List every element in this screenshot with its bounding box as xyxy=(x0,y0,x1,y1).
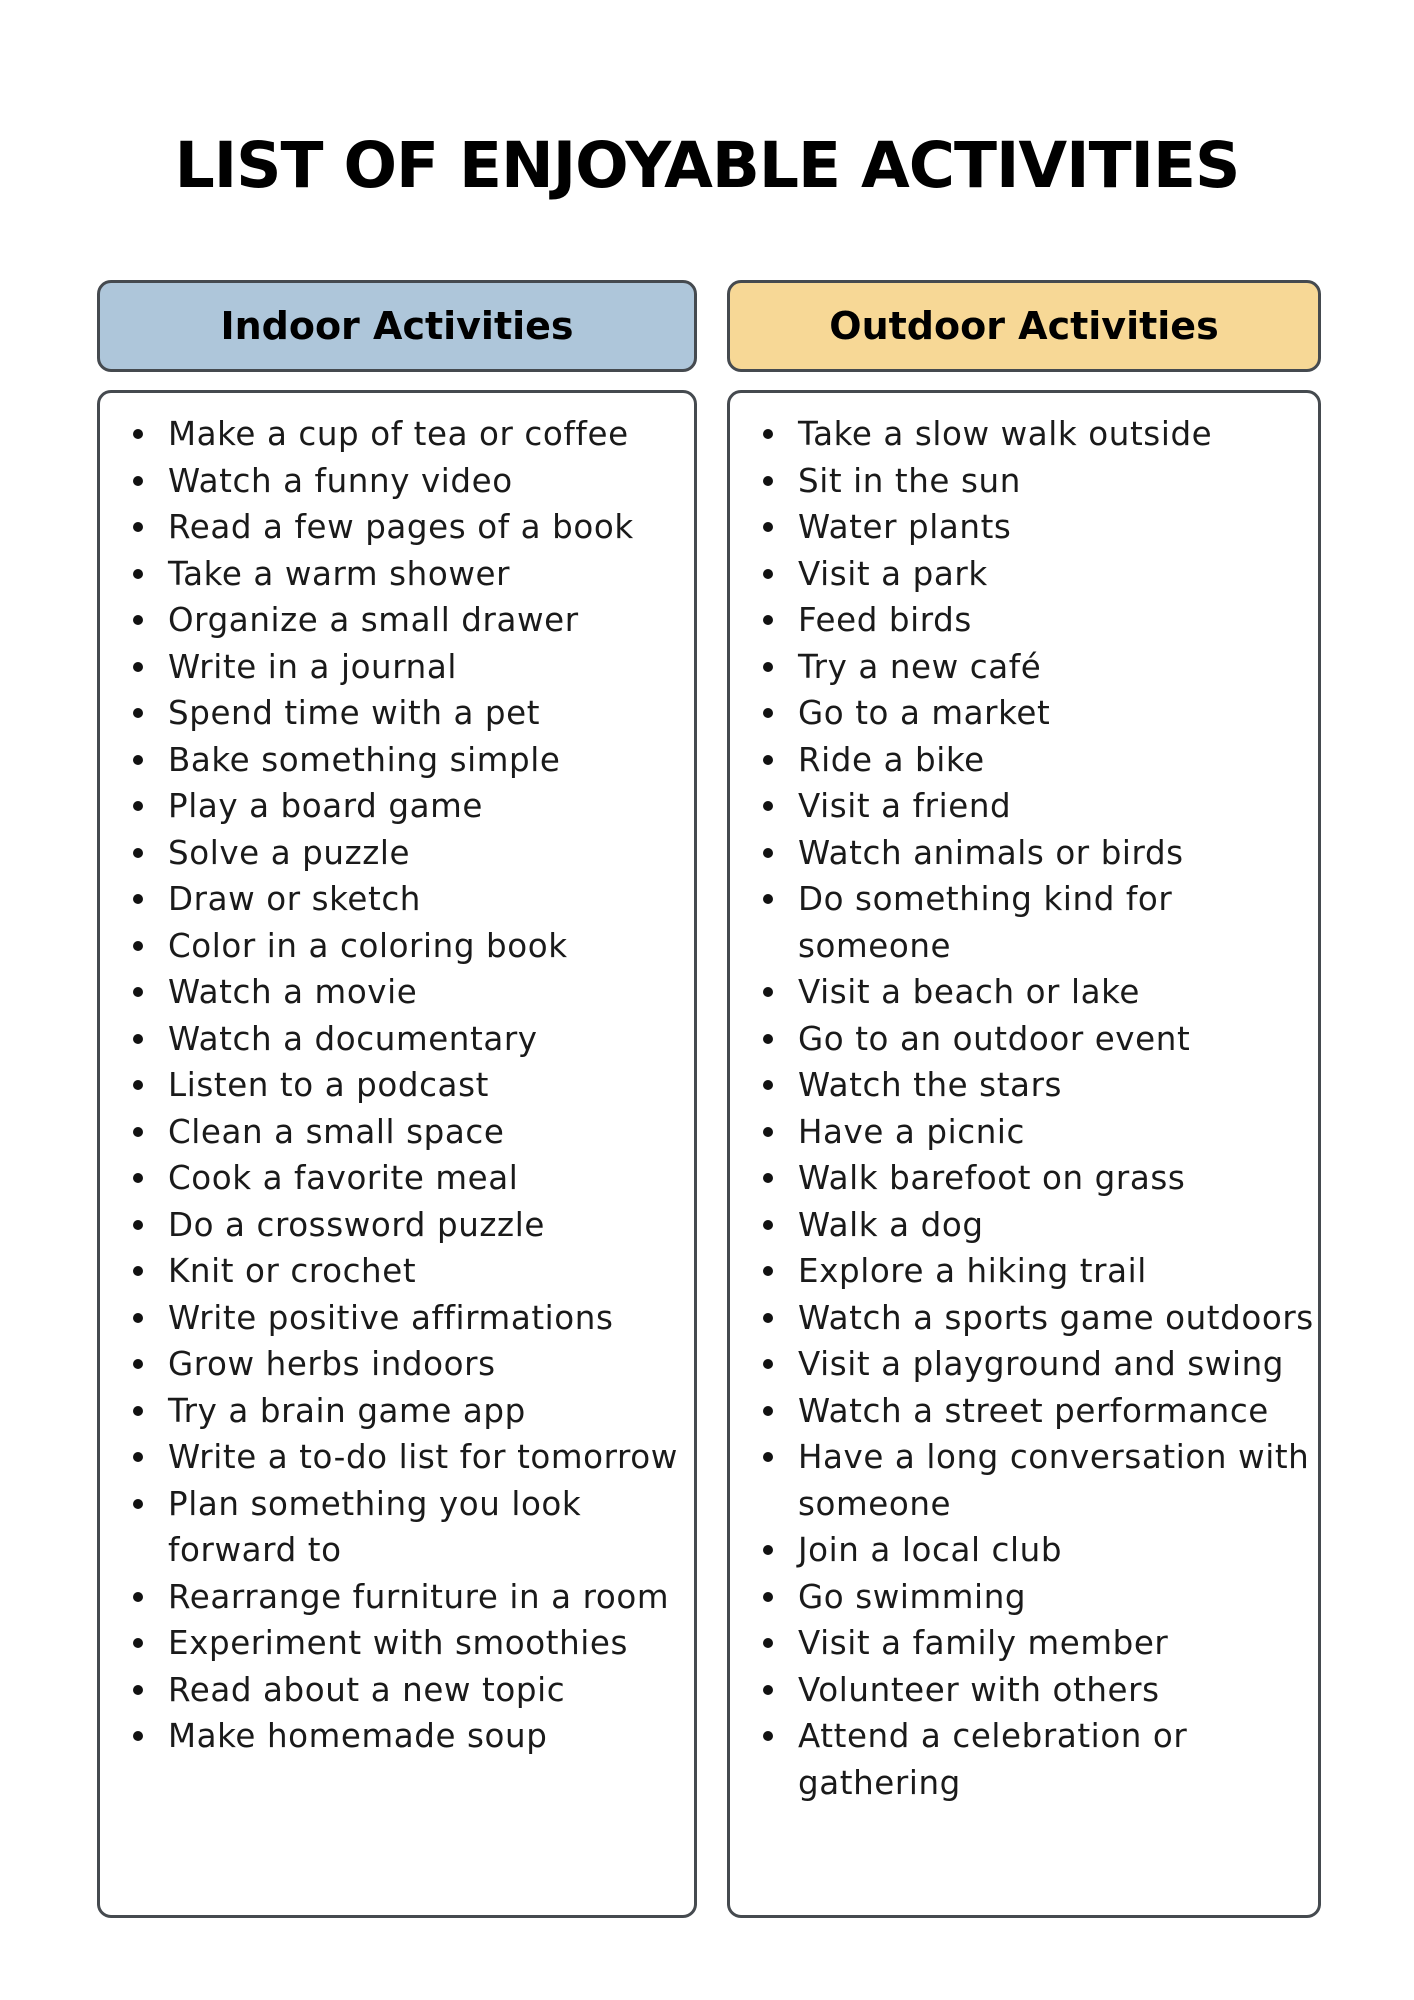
list-item-label: Watch a sports game outdoors xyxy=(798,1298,1314,1337)
list-item-label: Visit a playground and swing xyxy=(798,1345,1285,1383)
list-item xyxy=(100,597,694,644)
list-item-label: Watch animals or birds xyxy=(798,833,1184,872)
bullet-icon xyxy=(133,1266,143,1276)
list-item-label: Water plants xyxy=(798,508,1012,546)
bullet-icon xyxy=(763,1406,773,1416)
bullet-icon xyxy=(763,569,773,579)
bullet-icon xyxy=(133,662,143,672)
list-item-label: Do a crossword puzzle xyxy=(168,1205,545,1244)
bullet-icon xyxy=(763,1452,773,1462)
list-item-label: Have a picnic xyxy=(798,1112,1025,1151)
list-item-label: Solve a puzzle xyxy=(168,833,411,872)
list-item-label: Try a new café xyxy=(798,647,1042,686)
bullet-icon xyxy=(763,476,773,486)
list-item-label: Organize a small drawer xyxy=(168,601,579,639)
list-item-label: Try a brain game app xyxy=(168,1391,526,1430)
bullet-icon xyxy=(133,987,143,997)
list-item-label: Visit a beach or lake xyxy=(798,973,1140,1011)
list-item-label: Spend time with a pet xyxy=(168,694,541,732)
bullet-icon xyxy=(763,894,773,904)
list-item-label: Visit a friend xyxy=(798,787,1012,825)
bullet-icon xyxy=(763,755,773,765)
bullet-icon xyxy=(133,1731,143,1741)
list-item-label: Go to an outdoor event xyxy=(798,1019,1191,1058)
list-item xyxy=(100,1155,694,1202)
list-item xyxy=(100,1248,694,1295)
list-item xyxy=(730,1527,1318,1574)
list-item-label: Sit in the sun xyxy=(798,461,1021,500)
bullet-icon xyxy=(133,1685,143,1695)
list-item-label: Make a cup of tea or coffee xyxy=(168,415,629,453)
list-item xyxy=(730,1109,1318,1156)
bullet-icon xyxy=(763,1731,773,1741)
list-item xyxy=(730,690,1318,737)
list-item xyxy=(100,551,694,598)
list-item xyxy=(100,1713,694,1760)
bullet-icon xyxy=(763,708,773,718)
list-item-label: Watch a documentary xyxy=(168,1019,538,1058)
bullet-icon xyxy=(763,1359,773,1369)
list-item xyxy=(730,783,1318,830)
list-item-label: Bake something simple xyxy=(168,740,561,779)
list-item xyxy=(100,1620,694,1667)
list-item-label: Join a local club xyxy=(798,1531,1063,1569)
list-item xyxy=(100,1667,694,1714)
list-item xyxy=(730,876,1318,969)
list-item xyxy=(100,690,694,737)
bullet-icon xyxy=(133,1638,143,1648)
list-item xyxy=(730,597,1318,644)
list-item-label: Read about a new topic xyxy=(168,1670,566,1709)
bullet-icon xyxy=(133,708,143,718)
list-item xyxy=(730,1341,1318,1388)
list-item xyxy=(100,1434,694,1481)
bullet-icon xyxy=(763,1545,773,1555)
list-item-label: Have a long conversation with someone xyxy=(798,1438,1310,1523)
indoor-activities-list xyxy=(100,393,694,1760)
list-item-label: Walk barefoot on grass xyxy=(798,1159,1186,1197)
list-item-label: Read a few pages of a book xyxy=(168,508,634,546)
bullet-icon xyxy=(763,1685,773,1695)
list-item-label: Make homemade soup xyxy=(168,1717,548,1755)
list-item-label: Volunteer with others xyxy=(798,1670,1160,1709)
list-item xyxy=(730,1248,1318,1295)
bullet-icon xyxy=(763,662,773,672)
list-item xyxy=(100,1295,694,1342)
bullet-icon xyxy=(763,1592,773,1602)
list-item xyxy=(730,411,1318,458)
list-item-label: Grow herbs indoors xyxy=(168,1345,496,1383)
list-item-label: Listen to a podcast xyxy=(168,1066,489,1104)
list-item xyxy=(730,458,1318,505)
bullet-icon xyxy=(133,1452,143,1462)
list-item xyxy=(730,1667,1318,1714)
bullet-icon xyxy=(763,1266,773,1276)
list-item-label: Walk a dog xyxy=(798,1205,984,1244)
list-item-label: Explore a hiking trail xyxy=(798,1252,1147,1290)
outdoor-activities-list xyxy=(730,393,1318,1806)
list-item xyxy=(730,1202,1318,1249)
bullet-icon xyxy=(133,894,143,904)
list-item-label: Ride a bike xyxy=(798,740,985,779)
list-item-label: Clean a small space xyxy=(168,1112,505,1151)
list-item xyxy=(100,1109,694,1156)
bullet-icon xyxy=(133,1220,143,1230)
list-item xyxy=(730,737,1318,784)
list-item-label: Visit a park xyxy=(798,554,988,593)
list-item-label: Take a slow walk outside xyxy=(798,415,1213,453)
list-item xyxy=(100,969,694,1016)
list-item xyxy=(100,411,694,458)
list-item xyxy=(730,1155,1318,1202)
list-item xyxy=(100,876,694,923)
list-item-label: Rearrange furniture in a room xyxy=(168,1577,670,1616)
list-item xyxy=(730,1713,1318,1806)
list-item xyxy=(100,644,694,691)
list-item-label: Do something kind for someone xyxy=(798,880,1173,965)
list-item-label: Watch the stars xyxy=(798,1066,1063,1104)
list-item-label: Color in a coloring book xyxy=(168,926,568,965)
bullet-icon xyxy=(133,569,143,579)
list-item-label: Write in a journal xyxy=(168,647,457,686)
bullet-icon xyxy=(133,848,143,858)
bullet-icon xyxy=(133,476,143,486)
bullet-icon xyxy=(763,1127,773,1137)
list-item xyxy=(100,783,694,830)
bullet-icon xyxy=(763,522,773,532)
bullet-icon xyxy=(763,848,773,858)
list-item xyxy=(100,830,694,877)
list-item xyxy=(730,1620,1318,1667)
bullet-icon xyxy=(133,522,143,532)
bullet-icon xyxy=(133,1080,143,1090)
list-item xyxy=(100,923,694,970)
bullet-icon xyxy=(763,615,773,625)
list-item xyxy=(100,1481,694,1574)
outdoor-activities-panel xyxy=(727,390,1321,1918)
list-item-label: Write a to-do list for tomorrow xyxy=(168,1438,678,1476)
bullet-icon xyxy=(133,615,143,625)
list-item-label: Knit or crochet xyxy=(168,1252,417,1290)
list-item xyxy=(100,458,694,505)
list-item xyxy=(100,1062,694,1109)
list-item-label: Attend a celebration or gathering xyxy=(798,1717,1188,1802)
list-item-label: Cook a favorite meal xyxy=(168,1159,519,1197)
list-item-label: Watch a funny video xyxy=(168,461,513,500)
bullet-icon xyxy=(763,1220,773,1230)
bullet-icon xyxy=(133,801,143,811)
list-item xyxy=(100,1574,694,1621)
list-item xyxy=(100,1388,694,1435)
bullet-icon xyxy=(763,987,773,997)
bullet-icon xyxy=(133,1499,143,1509)
bullet-icon xyxy=(133,1173,143,1183)
list-item-label: Watch a street performance xyxy=(798,1391,1269,1430)
bullet-icon xyxy=(763,801,773,811)
bullet-icon xyxy=(763,1034,773,1044)
bullet-icon xyxy=(133,429,143,439)
bullet-icon xyxy=(133,941,143,951)
indoor-activities-panel xyxy=(97,390,697,1918)
list-item xyxy=(730,504,1318,551)
bullet-icon xyxy=(133,1127,143,1137)
list-item-label: Watch a movie xyxy=(168,973,418,1011)
list-item-label: Play a board game xyxy=(168,787,483,825)
bullet-icon xyxy=(133,1034,143,1044)
list-item-label: Experiment with smoothies xyxy=(168,1624,629,1662)
list-item-label: Visit a family member xyxy=(798,1624,1169,1662)
bullet-icon xyxy=(133,1359,143,1369)
list-item xyxy=(730,644,1318,691)
outdoor-header: Outdoor Activities xyxy=(727,280,1321,372)
bullet-icon xyxy=(763,1173,773,1183)
bullet-icon xyxy=(763,1313,773,1323)
list-item xyxy=(100,1202,694,1249)
list-item xyxy=(100,504,694,551)
list-item xyxy=(730,551,1318,598)
list-item-label: Draw or sketch xyxy=(168,880,421,918)
list-item xyxy=(730,1016,1318,1063)
bullet-icon xyxy=(133,755,143,765)
list-item xyxy=(730,969,1318,1016)
list-item xyxy=(100,1016,694,1063)
list-item-label: Go swimming xyxy=(798,1577,1027,1616)
list-item-label: Plan something you look forward to xyxy=(168,1484,582,1569)
bullet-icon xyxy=(763,429,773,439)
list-item xyxy=(730,830,1318,877)
list-item xyxy=(100,737,694,784)
list-item xyxy=(730,1062,1318,1109)
list-item-label: Write positive affirmations xyxy=(168,1298,614,1337)
list-item xyxy=(730,1295,1318,1342)
list-item xyxy=(100,1341,694,1388)
indoor-header: Indoor Activities xyxy=(97,280,697,372)
list-item xyxy=(730,1574,1318,1621)
bullet-icon xyxy=(133,1313,143,1323)
page-title: LIST OF ENJOYABLE ACTIVITIES xyxy=(174,129,1240,202)
bullet-icon xyxy=(133,1406,143,1416)
list-item-label: Take a warm shower xyxy=(168,554,511,593)
list-item xyxy=(730,1434,1318,1527)
list-item-label: Go to a market xyxy=(798,694,1051,732)
bullet-icon xyxy=(763,1638,773,1648)
list-item-label: Feed birds xyxy=(798,601,972,639)
bullet-icon xyxy=(133,1592,143,1602)
bullet-icon xyxy=(763,1080,773,1090)
list-item xyxy=(730,1388,1318,1435)
